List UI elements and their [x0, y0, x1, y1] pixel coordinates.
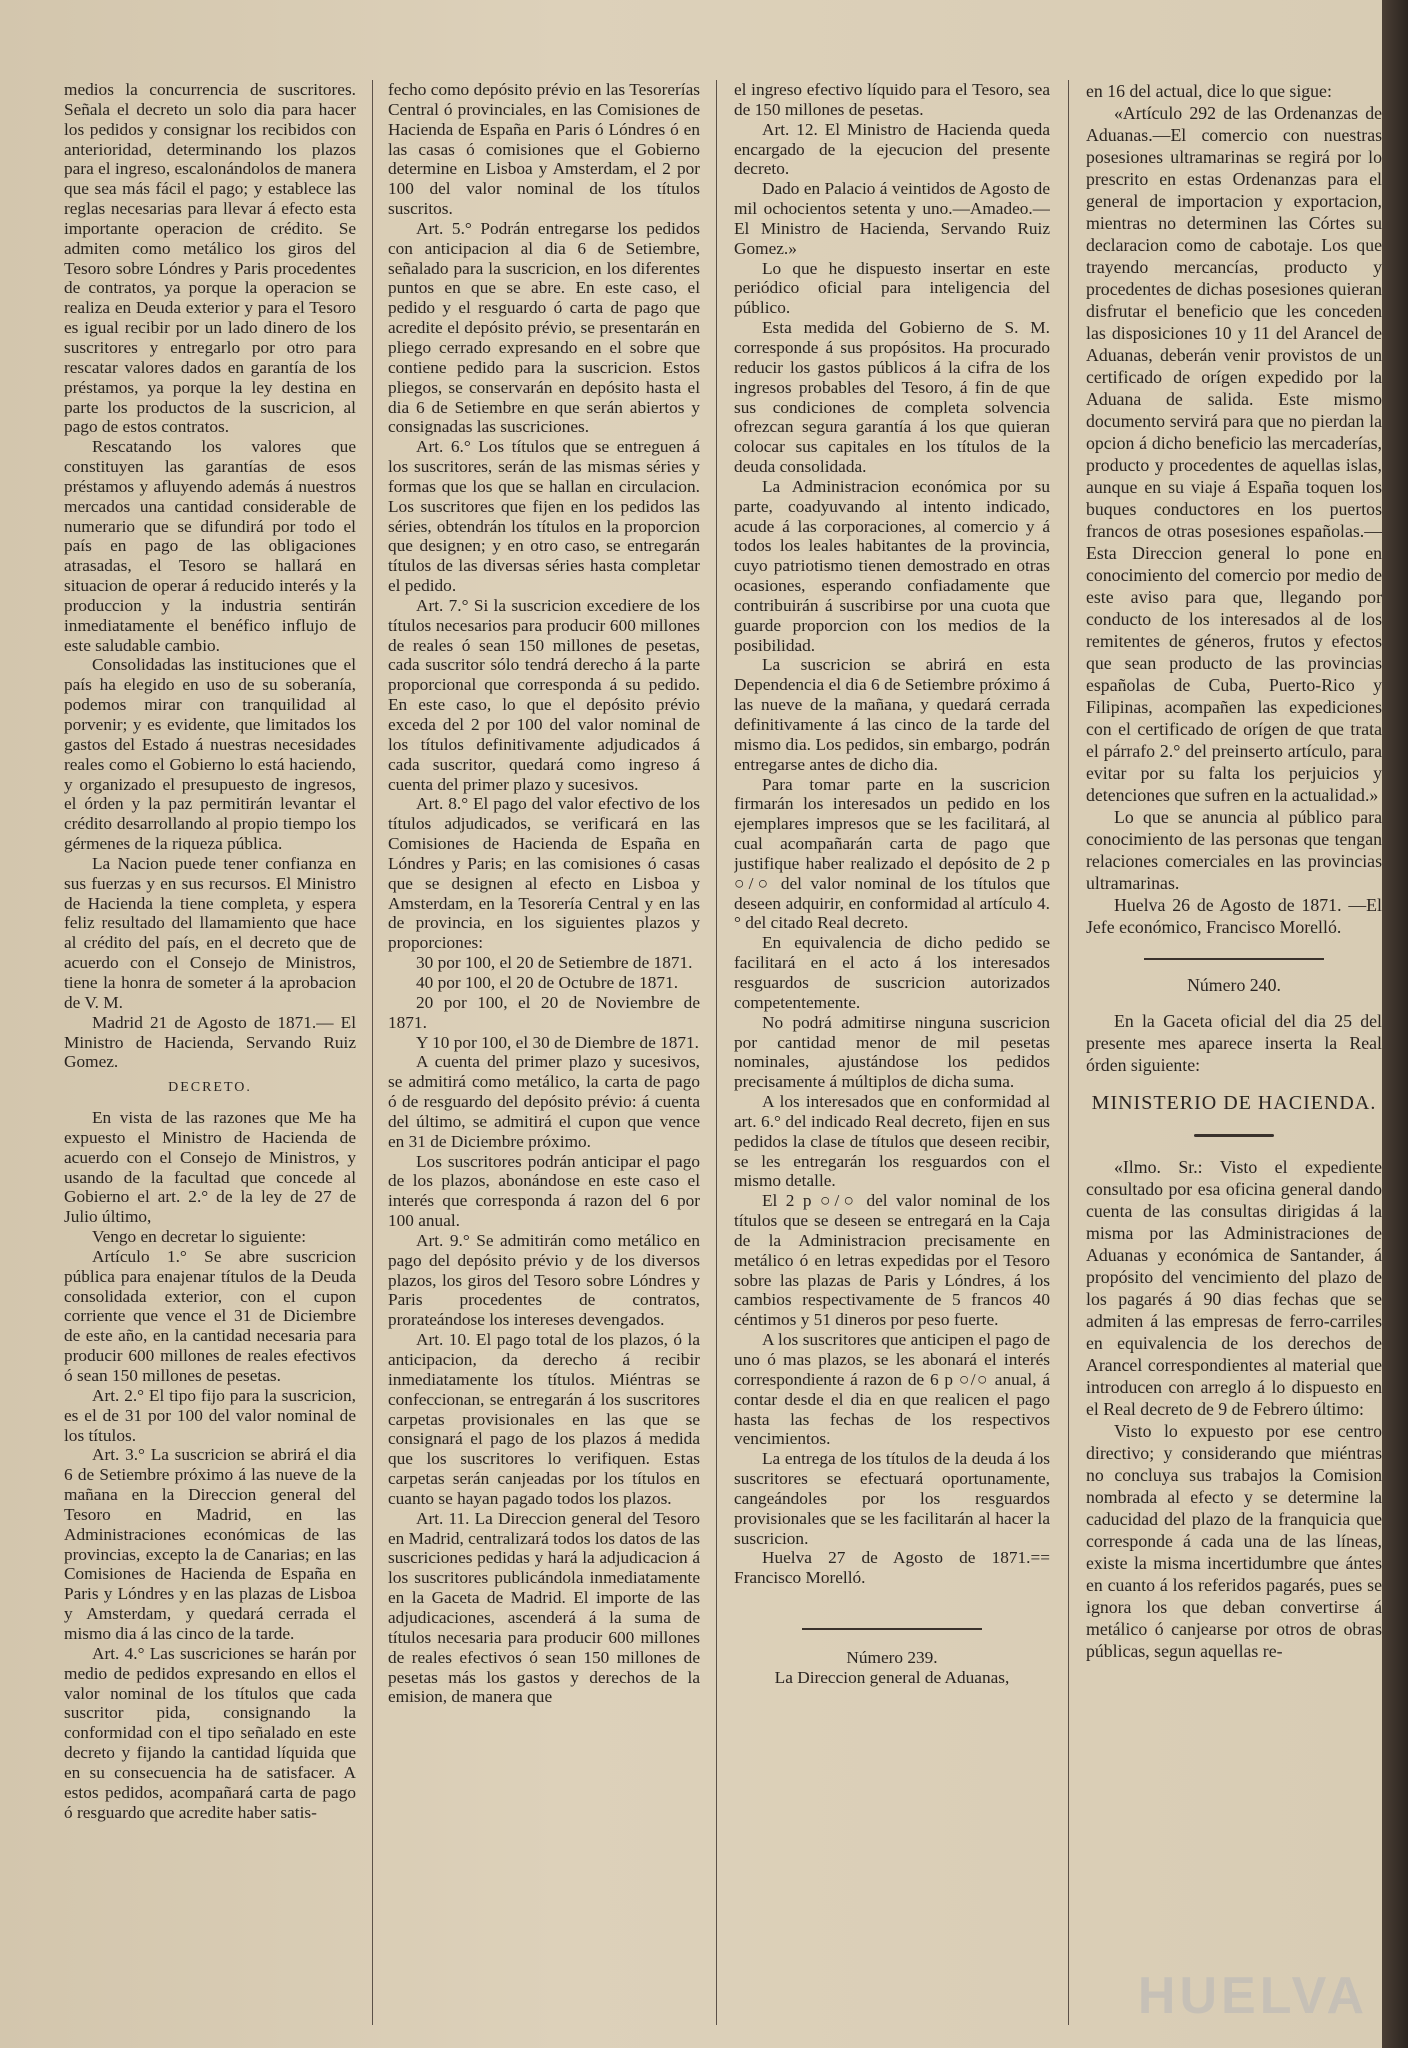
paragraph: Para tomar parte en la suscricion firmarán los interesados un pedido en los ejemplares impresos que se les facilitará, al cual acompañarán carta de pago que justifique haber realizado el depósito de 2 p ○/○ del valor nominal de los títulos que deseen adquirir, en conformidad al artículo 4.° del citado Real decreto. [734, 774, 1050, 933]
paragraph: en 16 del actual, dice lo que sigue: [1086, 81, 1332, 101]
section-divider [1144, 958, 1324, 960]
column-4-part-b [1086, 1010, 1382, 1076]
section-number: Número 240. [1187, 975, 1281, 995]
paragraph: Lo que se anuncia al público para conocimiento de las personas que tengan relaciones comerciales en las provincias ultramarinas. [1086, 807, 1382, 893]
paragraph: «Artículo 292 de las Ordenanzas de Aduanas.—El comercio con nuestras posesiones ultramarinas se regirá por lo prescrito en estas Ordenanzas para el general de importacion y exportacion, mientras no determinen las Córtes su declaracion como de cabotaje. Los que trayendo mercancías, producto y procedentes de dichas posesiones quieran disfrutar el beneficio que les conceden las disposiciones 10 y 11 del Arancel de Aduanas, deberán venir provistos de un certificado de orígen expedido por la Aduana de salida. Este mismo documento servirá para que no pierdan la opcion á dicho beneficio las mercaderías, producto y procedentes de aquellas islas, aunque en su viaje á España toquen los buques conductores en los puertos francos de otras posesiones españolas.—Esta Direccion general lo pone en conocimiento del comercio por medio de este aviso para que, llegando por conducto de los interesados al de los remitentes de géneros, frutos y efectos que sean producto de las provincias españolas de Cuba, Puerto-Rico y Filipinas, acompañen las expediciones con el certificado de orígen de que trata el párrafo 2.° del preinserto artículo, para evitar por su falta los perjuicios y detenciones que sufren en la actualidad.» [1086, 103, 1382, 805]
paragraph: La entrega de los títulos de la deuda á los suscritores se efectuará oportunamente, cangeándoles por los resguardos provisionales que se les facilitarán al hacer la suscricion. [734, 1449, 1050, 1548]
column-rule [372, 80, 373, 2025]
paragraph: Art. 4.° Las suscriciones se harán por medio de pedidos expresando en ellos el valor nominal de los títulos que cada suscritor pida, consignando la conformidad con el tipo señalado en este decreto y fijando la cantidad líquida que en su consecuencia ha de satisfacer. A estos pedidos, acompañará carta de pago ó resguardo que acredite haber satis- [64, 1643, 356, 1822]
column-3 [734, 80, 1050, 2040]
column-4 [1086, 80, 1382, 2040]
paragraph: La Nacion puede tener confianza en sus fuerzas y en sus recursos. El Ministro de Hacienda la tiene completa, y espera feliz resultado del llamamiento que hace al crédito del país, en el decreto que de acuerdo con el Consejo de Ministros, tiene la honra de someter á la aprobacion de V. M. [64, 853, 356, 1012]
section-divider [802, 1628, 982, 1630]
paragraph: En vista de las razones que Me ha expuesto el Ministro de Hacienda de acuerdo con el Consejo de Ministros, y usando de la facultad que concede al Gobierno el art. 2.° de la ley de 27 de Julio último, [64, 1108, 356, 1227]
paragraph: En la Gaceta oficial del dia 25 del presente mes aparece inserta la Real órden siguiente: [1086, 1011, 1382, 1075]
paragraph: Art. 8.° El pago del valor efectivo de los títulos adjudicados, se verificará en las Comisiones de Hacienda de España en Lóndres y Paris; en las comisiones ó casas que se designen al efecto en Lisboa y Amsterdam, en la Tesorería Central y en las de provincia, en los siguientes plazos y proporciones: [388, 794, 700, 953]
column-4-part-a [1086, 80, 1382, 938]
paragraph: La Administracion económica por su parte, coadyuvando al intento indicado, acude á las corporaciones, al comercio y á todos los leales habitantes de la provincia, cuyo patriotismo tienen demostrado en otras ocasiones, esperando confiadamente que contribuirán á suscribirse por una cuota que guarde proporcion con los medios de la posibilidad. [734, 476, 1050, 655]
paragraph: A los interesados que en conformidad al art. 6.° del indicado Real decreto, fijen en sus pedidos la clase de títulos que deseen recibir, se les entregarán los resguardos con el mismo detalle. [734, 1092, 1050, 1191]
paragraph: Los suscritores podrán anticipar el pago de los plazos, abonándose en este caso el interés que corresponda á razon del 6 por 100 anual. [388, 1151, 700, 1231]
paragraph: A los suscritores que anticipen el pago de uno ó mas plazos, se les abonará el interés correspondiente á razon de 6 p ○/○ anual, á contar desde el dia en que realicen el pago hasta las fechas de los respectivos vencimientos. [734, 1330, 1050, 1449]
paragraph: 30 por 100, el 20 de Setiembre de 1871. [416, 953, 693, 973]
page-edge [1382, 0, 1408, 2048]
paragraph: Art. 10. El pago total de los plazos, ó la anticipacion, da derecho á recibir inmediatamente los títulos. Miéntras se confeccionan, se entregarán á los suscritores carpetas provisionales en las que se consignará el pago de los plazos á medida que los suscritores lo verifiquen. Estas carpetas serán canjeadas por los títulos en cuanto se hayan pagado todos los plazos. [388, 1330, 700, 1508]
column-rule [716, 80, 717, 2025]
paragraph: Art. 9.° Se admitirán como metálico en pago del depósito prévio y de los diversos plazos, los giros del Tesoro sobre Lóndres y Paris procedentes de contratos, prorateándose los intereses devengados. [388, 1230, 700, 1330]
column-rule [1068, 80, 1069, 2025]
paragraph: Art. 6.° Los títulos que se entreguen á los suscritores, serán de las mismas séries y formas que los que se hallan en circulacion. Los suscritores que fijen en los pedidos las séries, obtendrán los títulos en la proporcion que designen; y en otro caso, se entregarán títulos de las diversas séries hasta completar el pedido. [388, 437, 700, 596]
paragraph: Dado en Palacio á veintidos de Agosto de mil ochocientos setenta y uno.—Amadeo.—El Ministro de Hacienda, Servando Ruiz Gomez.» [734, 179, 1050, 258]
paragraph: Visto lo expuesto por ese centro directivo; y considerando que miéntras no concluya sus trabajos la Comision nombrada al efecto y se determine la caducidad del plazo de la franquicia que corresponde á cada una de las líneas, existe la misma incertidumbre que ántes en cuanto á los referidos pagarés, pues se ignora los que deban convertirse á metálico ó canjearse por otros de obras públicas, segun aquellas re- [1086, 1421, 1382, 1661]
ornament-divider [1086, 1120, 1382, 1142]
paragraph: Art. 7.° Si la suscricion excediere de los títulos necesarios para producir 600 millones de reales ó sean 150 millones de pesetas, cada suscritor sólo tendrá derecho á la parte proporcional que corresponda á su pedido. En este caso, lo que el depósito prévio exceda del 2 por 100 del valor nominal de los títulos definitivamente adjudicados á cada suscritor, quedará como ingreso á cuenta del primer plazo y sucesivos. [388, 595, 700, 794]
column-4-part-c [1086, 1156, 1382, 1662]
paragraph: DECRETO. [168, 1080, 252, 1096]
paragraph: fecho como depósito prévio en las Tesorerías Central ó provinciales, en las Comisiones de Hacienda de España en Paris ó Lóndres ó en las casas ó comisiones que el Gobierno determine en Lisboa y Amsterdam, el 2 por 100 del valor nominal de los títulos suscritos. [388, 80, 700, 219]
paragraph: Madrid 21 de Agosto de 1871.— El Ministro de Hacienda, Servando Ruiz Gomez. [64, 1012, 356, 1072]
paragraph: Y 10 por 100, el 30 de Diembre de 1871. [416, 1032, 699, 1052]
column-3-body [734, 80, 1050, 1588]
paragraph: La suscricion se abrirá en esta Dependencia el dia 6 de Setiembre próximo á las nueve de la mañana, y quedará cerrada definitivamente á las cinco de la tarde del mismo dia. Los pedidos, sin embargo, podrán entregarse antes de dicho dia. [734, 655, 1050, 774]
paragraph: El 2 p ○/○ del valor nominal de los títulos que se deseen se entregará en la Caja de la Administracion precisamente en metálico ó en letras expedidas por el Tesoro sobre las plazas de Paris y Lóndres, á los cambios respectivamente de 5 francos 40 céntimos y 51 dineros por peso fuerte. [734, 1191, 1050, 1330]
section-heading: La Direccion general de Aduanas, [774, 1667, 1010, 1687]
paragraph: Lo que he dispuesto insertar en este periódico oficial para inteligencia del público. [734, 258, 1050, 318]
paragraph: 20 por 100, el 20 de Noviembre de 1871. [388, 992, 700, 1032]
paragraph: Art. 3.° La suscricion se abrirá el dia 6 de Setiembre próximo á las nueve de la mañana en la Direccion general del Tesoro en Madrid, en las Administraciones económicas de las provincias, excepto la de Canarias; en las Comisiones de Hacienda de España en Paris y Lóndres y en las plazas de Lisboa y Amsterdam, y quedará cerrada el mismo dia á las cinco de la tarde. [64, 1445, 356, 1643]
paragraph: A cuenta del primer plazo y sucesivos, se admitirá como metálico, la carta de pago ó de resguardo del depósito prévio: á cuenta del último, se admitirá el cupon que vence en 31 de Diciembre próximo. [388, 1052, 700, 1151]
paragraph: Rescatando los valores que constituyen las garantías de esos préstamos y afluyendo además á nuestros mercados una cantidad considerable de numerario que se difundirá por todo el país en pago de las obligaciones atrasadas, el Tesoro se hallará en situacion de operar á reducido interés y la produccion y la industria sentirán inmediatamente el benéfico influjo de este saludable cambio. [64, 437, 356, 655]
paragraph: 40 por 100, el 20 de Octubre de 1871. [416, 972, 679, 992]
paragraph: Artículo 1.° Se abre suscricion pública para enajenar títulos de la Deuda consolidada exterior, con el cupon corriente que vence el 31 de Diciembre de este año, en la cantidad necesaria para producir 600 millones de reales efectivos ó sean 150 millones de pesetas. [64, 1246, 356, 1385]
archive-watermark: HUELVA [1137, 1967, 1368, 2025]
paragraph: Vengo en decretar lo siguiente: [92, 1227, 307, 1247]
paragraph: En equivalencia de dicho pedido se facilitará en el acto á los interesados resguardos de suscricion autorizados competentemente. [734, 933, 1050, 1012]
paragraph: Consolidadas las instituciones que el país ha elegido en uso de su soberanía, podemos mirar con tranquilidad al porvenir; y es evidente, que limitados los gastos del Estado á nuestras necesidades reales como el Gobierno lo está haciendo, y organizado el presupuesto de ingresos, el órden y la paz permitirán levantar el crédito desarrollando al propio tiempo los gérmenes de la riqueza pública. [64, 655, 356, 854]
paragraph: Art. 11. La Direccion general del Tesoro en Madrid, centralizará todos los datos de las suscriciones pedidas y hará la adjudicacion á los suscritores publicándola inmediatamente en la Gaceta de Madrid. El importe de las adjudicaciones, ascenderá á la suma de títulos necesaria para producir 600 millones de reales efectivos ó sean 150 millones de pesetas más los gastos y derechos de la emision, de manera que [388, 1508, 700, 1707]
paragraph: Art. 5.° Podrán entregarse los pedidos con anticipacion al dia 6 de Setiembre, señalado para la suscricion, en los diferentes puntos en que se abre. En este caso, el pedido y el resguardo ó carta de pago que acredite el depósito prévio, se presentarán en pliego cerrado expresando en el sobre que contiene pedido para la suscricion. Estos pliegos, se conservarán en depósito hasta el dia 6 de Setiembre en que serán abiertos y consignadas las suscriciones. [388, 218, 700, 437]
paragraph: Esta medida del Gobierno de S. M. corresponde á sus propósitos. Ha procurado reducir los gastos públicos á la cifra de los ingresos probables del Tesoro, á fin de que sus condiciones de completa solvencia ofrezcan segura garantía á los que quieran colocar sus capitales en los títulos de la deuda consolidada. [734, 318, 1050, 477]
paragraph: Huelva 27 de Agosto de 1871.== Francisco Morelló. [734, 1548, 1050, 1588]
paragraph: Huelva 26 de Agosto de 1871. —El Jefe económico, Francisco Morelló. [1086, 895, 1382, 937]
column-1 [64, 80, 356, 2040]
ministry-title: MINISTERIO DE HACIENDA. [1091, 1092, 1377, 1114]
section-number: Número 239. [846, 1648, 938, 1668]
column-2 [388, 80, 700, 2040]
paragraph: Art. 12. El Ministro de Hacienda queda encargado de la ejecucion del presente decreto. [734, 119, 1050, 179]
paragraph: medios la concurrencia de suscritores. Señala el decreto un solo dia para hacer los pedidos y consignar los recibidos con anterioridad, determinando los plazos para el ingreso, escalonándolos de manera que sea más fácil el pago; y establece las reglas necesarias para llevar á efecto esta importante operacion de crédito. Se admiten como metálico los giros del Tesoro sobre Lóndres y Paris procedentes de contratos, ya porque la operacion se realiza en Deuda exterior y para el Tesoro es igual recibir por un lado dinero de los suscritores y entregarlo por otro para rescatar valores dados en garantía de los préstamos, ya porque la ley destina en parte los productos de la suscricion, al pago de estos contratos. [64, 80, 356, 437]
paragraph: «Ilmo. Sr.: Visto el expediente consultado por esa oficina general dando cuenta de las consultas dirigidas á la misma por las Administraciones de Aduanas y económica de Santander, á propósito del vencimiento del plazo de los pagarés á 90 dias fechas que se admiten á las empresas de ferro-carriles en equivalencia de los derechos de Arancel correspondientes al material que introducen con arreglo á lo dispuesto en el Real decreto de 9 de Febrero último: [1086, 1157, 1382, 1419]
paragraph: el ingreso efectivo líquido para el Tesoro, sea de 150 millones de pesetas. [734, 80, 1050, 119]
paragraph: Art. 2.° El tipo fijo para la suscricion, es el de 31 por 100 del valor nominal de los títulos. [64, 1385, 356, 1445]
paragraph: No podrá admitirse ninguna suscricion por cantidad menor de mil pesetas nominales, ajustándose los pedidos precisamente á múltiplos de dicha suma. [734, 1012, 1050, 1092]
